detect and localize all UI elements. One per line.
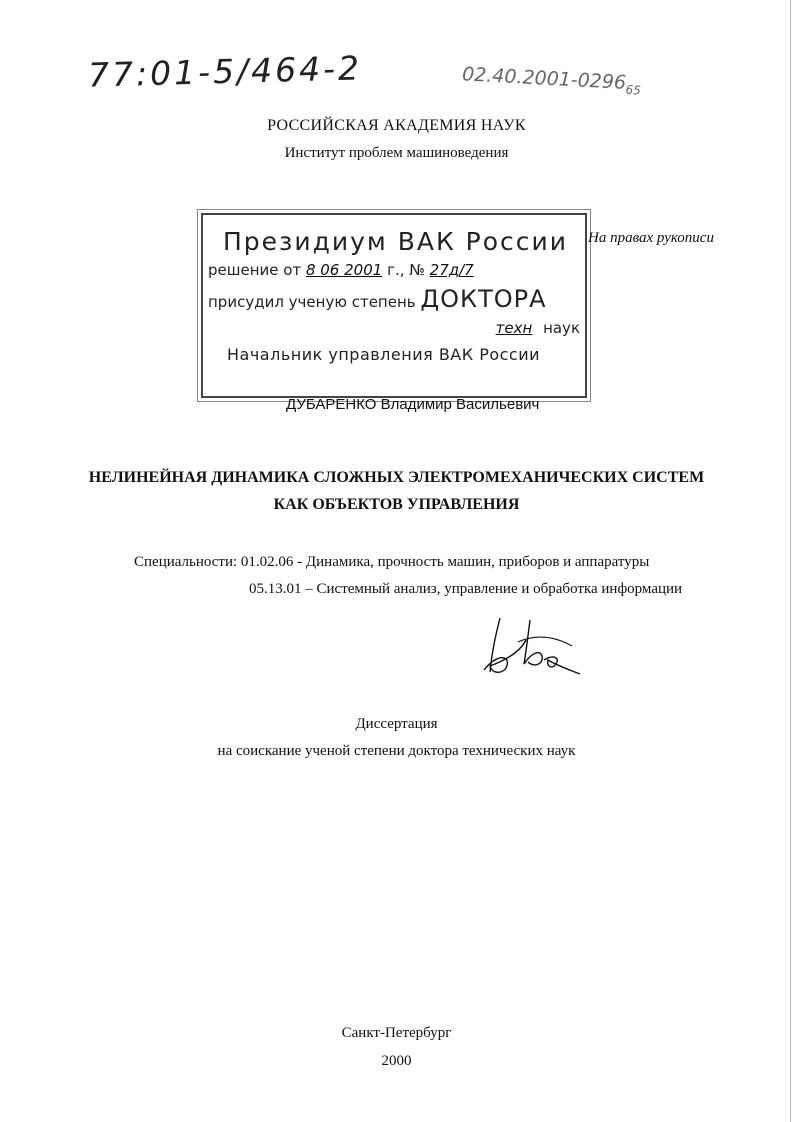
stamp-science-line	[496, 319, 580, 337]
stamp-chief-line: Начальник управления ВАК России	[227, 345, 541, 364]
year: 2000	[381, 1053, 412, 1069]
degree-sought: на соискание ученой степени доктора технических наук	[217, 743, 576, 759]
manuscript-rights-note: На правах рукописи	[588, 230, 714, 246]
institute-name: Институт проблем машиноведения	[284, 145, 509, 161]
dissertation-title-line-1: НЕЛИНЕЙНАЯ ДИНАМИКА СЛОЖНЫХ ЭЛЕКТРОМЕХАНИЧЕСКИХ СИСТЕМ	[88, 469, 705, 486]
academy-name: РОССИЙСКАЯ АКАДЕМИЯ НАУК	[267, 117, 526, 134]
stamp-decision-line	[208, 261, 474, 279]
decision-number: 27д/7	[429, 261, 474, 279]
vak-approval-stamp	[201, 213, 587, 398]
specialty-line-1: Специальности: 01.02.06 - Динамика, прочность машин, приборов и аппаратуры	[134, 554, 650, 570]
science-suffix: наук	[543, 319, 580, 337]
dissertation-title-line-2: КАК ОБЪЕКТОВ УПРАВЛЕНИЯ	[273, 496, 520, 513]
registration-main: 02.40.2001-0296	[461, 63, 627, 94]
science-field: техн	[495, 319, 533, 337]
handwritten-registration-number	[461, 63, 641, 97]
decision-date: 8 06 2001	[305, 261, 383, 279]
author-name: ДУБАРЕНКО Владимир Васильевич	[286, 396, 540, 413]
decision-prefix: решение от	[208, 261, 302, 279]
awarded-prefix: присудил ученую степень	[208, 293, 416, 311]
registration-suffix: 65	[625, 82, 642, 98]
stamp-awarded-line	[208, 285, 547, 313]
document-type: Диссертация	[355, 716, 438, 732]
scan-edge-line	[790, 0, 791, 1122]
author-signature	[478, 612, 582, 684]
specialty-line-2: 05.13.01 – Системный анализ, управление и обработка информации	[249, 581, 683, 597]
decision-number-label: г., №	[387, 261, 425, 279]
city: Санкт-Петербург	[341, 1025, 452, 1041]
stamp-title: Президиум ВАК России	[223, 227, 569, 256]
handwritten-catalog-code: 77:01-5/464-2	[87, 48, 363, 95]
awarded-degree: ДОКТОРА	[420, 285, 547, 313]
